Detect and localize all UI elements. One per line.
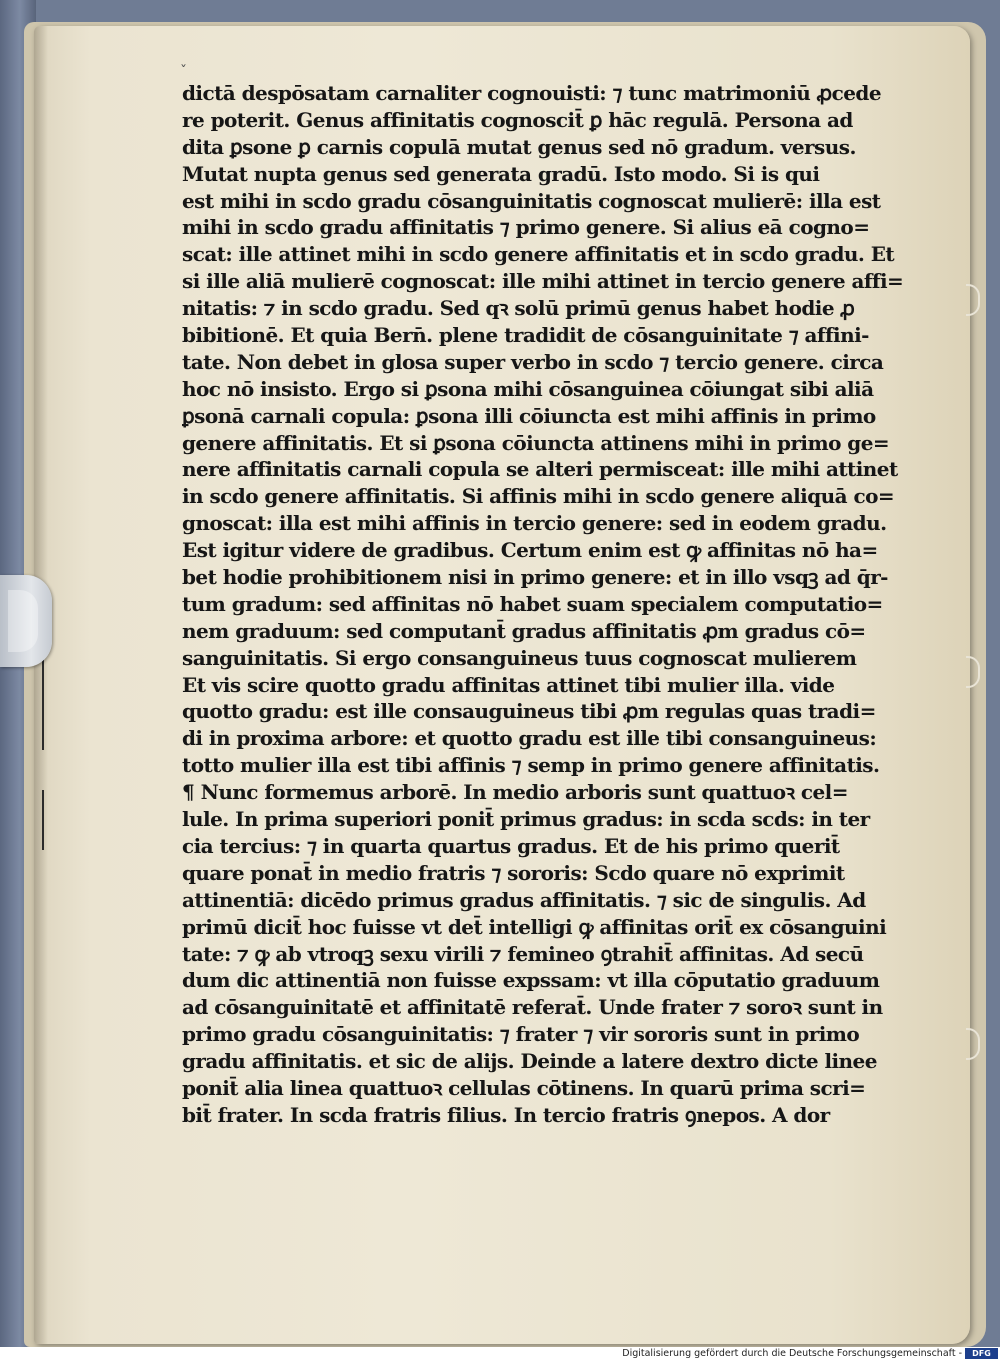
text-line: tate. Non debet in glosa super verbo in scdo ⁊ tercio genere. circa [182, 349, 884, 374]
text-line: nitatis: ⁊ in scdo gradu. Sed qꝛ solū primū genus habet hodie ꝓ [182, 296, 855, 321]
text-line: primo gradu cōsanguinitatis: ⁊ frater ⁊ vir sororis sunt in primo [182, 1022, 860, 1047]
text-line: Est igitur videre de gradibus. Certum enim est ꝙ affinitas nō ha= [182, 538, 878, 563]
text-line: gnoscat: illa est mihi affinis in tercio genere: sed in eodem gradu. [182, 511, 887, 536]
text-line: ¶ Nunc formemus arborē. In medio arboris sunt quattuoꝛ cel= [182, 780, 848, 805]
text-line: genere affinitatis. Et si ꝑsona cōiuncta attinens mihi in primo ge= [182, 430, 890, 455]
text-line: ꝑsonā carnali copula: ꝑsona illi cōiuncta est mihi affinis in primo [182, 403, 876, 428]
text-line: dum dic attinentiā non fuisse expssam: vt illa cōputatio graduum [182, 968, 880, 993]
text-line: gradu affinitatis. et sic de alijs. Deinde a latere dextro dicte linee [182, 1049, 877, 1074]
page-edge-mark [42, 790, 44, 850]
text-line: quare ponat̄ in medio fratris ⁊ sororis: Scdo quare nō exprimit [182, 860, 845, 885]
digitization-footer [0, 1347, 1000, 1360]
text-line: ponit̄ alia linea quattuoꝛ cellulas cōtinens. In quarū prima scri= [182, 1075, 866, 1100]
text-line: quotto gradu: est ille consauguineus tibi ꝓm regulas quas tradi= [182, 699, 876, 724]
text-line: re poterit. Genus affinitatis cognoscit̄ ꝑ hāc regulā. Persona ad [182, 107, 853, 132]
text-line: cia tercius: ⁊ in quarta quartus gradus. Et de his primo querit̄ [182, 833, 840, 858]
text-line: tate: ⁊ ꝙ ab vtroqꝫ sexu virili ⁊ femineo ꝯtrahit̄ affinitas. Ad secū [182, 941, 864, 966]
funding-credit: Digitalisierung gefördert durch die Deutsche Forschungsgemeinschaft - [622, 1348, 962, 1359]
text-line: dita ꝑsone ꝑ carnis copulā mutat genus sed nō gradum. versus. [182, 134, 856, 159]
text-line: ad cōsanguinitatē et affinitatē referat̄. Unde frater ⁊ soroꝛ sunt in [182, 995, 883, 1020]
text-line: scat: ille attinet mihi in scdo genere affinitatis et in scdo gradu. Et [182, 242, 895, 267]
page-text [182, 80, 912, 1129]
text-line: di in proxima arbore: et quotto gradu est ille tibi consanguineus: [182, 726, 877, 751]
text-line: sanguinitatis. Si ergo consanguineus tuus cognoscat mulierem [182, 645, 857, 670]
text-line: bibitionē. Et quia Bern̄. plene tradidit de cōsanguinitate ⁊ affini- [182, 323, 869, 348]
text-line: nere affinitatis carnali copula se alteri permisceat: ille mihi attinet [182, 457, 898, 482]
text-line: hoc nō insisto. Ergo si ꝑsona mihi cōsanguinea cōiungat sibi aliā [182, 376, 874, 401]
text-line: nem graduum: sed computant̄ gradus affinitatis ꝓm gradus cō= [182, 618, 866, 643]
text-line: lule. In prima superiori ponit̄ primus gradus: in scda scds: in ter [182, 807, 870, 832]
dfg-logo: DFG [965, 1348, 998, 1359]
page-gutter-shadow [34, 26, 48, 1344]
text-line: Mutat nupta genus sed generata gradū. Isto modo. Si is qui [182, 161, 820, 186]
text-line: in scdo genere affinitatis. Si affinis mihi in scdo genere aliquā co= [182, 484, 895, 509]
text-line: Et vis scire quotto gradu affinitas attinet tibi mulier illa. vide [182, 672, 835, 697]
text-line: est mihi in scdo gradu cōsanguinitatis cognoscat mulierē: illa est [182, 188, 881, 213]
text-line: tum gradum: sed affinitas nō habet suam specialem computatio= [182, 591, 883, 616]
text-line: bet hodie prohibitionem nisi in primo genere: et in illo vsqꝫ ad q̄r- [182, 565, 888, 590]
text-line: primū dicit̄ hoc fuisse vt det̄ intelligi ꝙ affinitas orit̄ ex cōsanguini [182, 914, 887, 939]
corner-mark: ˇ [180, 64, 187, 80]
text-line: mihi in scdo gradu affinitatis ⁊ primo genere. Si alius eā cogno= [182, 215, 870, 240]
text-line: totto mulier illa est tibi affinis ⁊ semp in primo genere affinitatis. [182, 753, 880, 778]
text-line: bit̄ frater. In scda fratris filius. In tercio fratris ꝯnepos. A dor [182, 1102, 830, 1127]
text-line: dictā despōsatam carnaliter cognouisti: ⁊ tunc matrimoniū ꝓcede [182, 81, 882, 105]
text-line: si ille aliā mulierē cognoscat: ille mihi attinet in tercio genere affi= [182, 269, 904, 294]
page-clip-highlight [8, 590, 38, 652]
text-line: attinentiā: dicēdo primus gradus affinitatis. ⁊ sic de singulis. Ad [182, 887, 866, 912]
